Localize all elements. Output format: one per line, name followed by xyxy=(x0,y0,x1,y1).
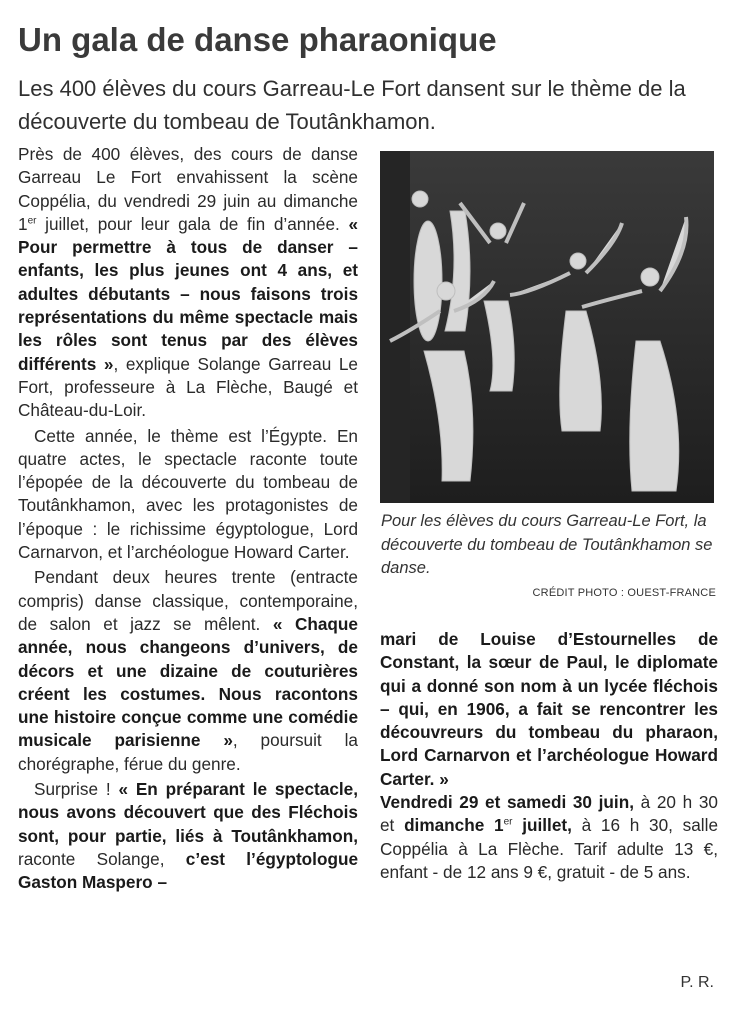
text: Près de 400 élèves, des cours de danse Garreau Le Fort envahissent la scène Coppélia, du vendredi 29 juin au dimanche 1 xyxy=(18,144,358,234)
photo-caption: Pour les élèves du cours Garreau-Le Fort, la découverte du tombeau de Toutânkhamon se danse. xyxy=(381,512,713,577)
author-signature: P. R. xyxy=(680,974,714,991)
quote: « Pour permettre à tous de danser – enfants, les plus jeunes ont 4 ans, et adultes débutants – nous faisons trois représentations du même spectacle mais les rôles sont tenus par des élèves différents » xyxy=(18,213,358,374)
dancers-photo xyxy=(380,151,714,503)
text: , explique Solange Garreau Le Fort, professeure à La Flèche, Baugé et Château-du-Loir. xyxy=(18,353,358,421)
article-column-right xyxy=(380,628,718,884)
article-subheadline: Les 400 élèves du cours Garreau-Le Fort dansent sur le thème de la découverte du tombeau de Toutânkhamon. xyxy=(18,76,686,134)
superscript: er xyxy=(503,816,513,828)
text: juillet, pour leur gala de fin d’année. xyxy=(36,213,349,234)
quote-start: c’est l’égyptologue Gaston Maspero – xyxy=(18,848,358,893)
superscript: er xyxy=(27,215,37,227)
quote: « Chaque année, nous changeons d’univers, de décors et une dizaine de couturières créent les costumes. Nous racontons une histoire conçue comme une comédie musicale parisienne » xyxy=(18,613,358,751)
text: à 16 h 30, salle Coppélia à La Flèche. Tarif adulte 13 €, enfant - de 12 ans 9 €, gratuit - de 5 ans. xyxy=(380,815,718,882)
dancers-photo-image xyxy=(380,151,714,503)
text: Surprise ! xyxy=(34,779,119,800)
paragraph-theme: Cette année, le thème est l’Égypte. En quatre actes, le spectacle raconte toute l’épopée de la découverte du tombeau de Toutânkhamon, avec les protagonistes de l’époque : le richissime égyptologue, Lord Carnarvon, et l’archéologue Howard Carter. xyxy=(18,425,358,563)
text: Pendant deux heures trente (entracte compris) danse classique, contemporaine, de salon et jazz se mêlent. xyxy=(18,567,358,634)
quote: « En préparant le spectacle, nous avons découvert que des Fléchois sont, pour partie, liés à Toutânkhamon, xyxy=(18,779,359,846)
event-dates: Vendredi 29 et samedi 30 juin, xyxy=(380,792,634,813)
text: , poursuit la chorégraphe, férue du genre. xyxy=(18,730,358,774)
photo-credit: CRÉDIT PHOTO : OUEST-FRANCE xyxy=(532,587,716,599)
article-column-left xyxy=(18,143,358,895)
quote-continuation: mari de Louise d’Estournelles de Constant, la sœur de Paul, le diplomate qui a donné son nom à un lycée fléchois – qui, en 1906, a fait se rencontrer les découvreurs du tombeau du pharaon, Lord Carnarvon et l’archéologue Howard Carter. » xyxy=(380,629,718,789)
paragraph-continuation xyxy=(380,628,718,791)
text: raconte Solange, xyxy=(18,848,186,869)
event-date-month: juillet, xyxy=(512,815,572,836)
article-headline: Un gala de danse pharaonique xyxy=(18,21,497,58)
paragraph-show xyxy=(18,566,358,776)
paragraph-surprise xyxy=(18,778,358,894)
event-info xyxy=(380,791,718,884)
paragraph-intro xyxy=(18,143,358,423)
event-date-sunday: dimanche 1 xyxy=(404,815,504,836)
text: à 20 h 30 et xyxy=(380,792,718,836)
